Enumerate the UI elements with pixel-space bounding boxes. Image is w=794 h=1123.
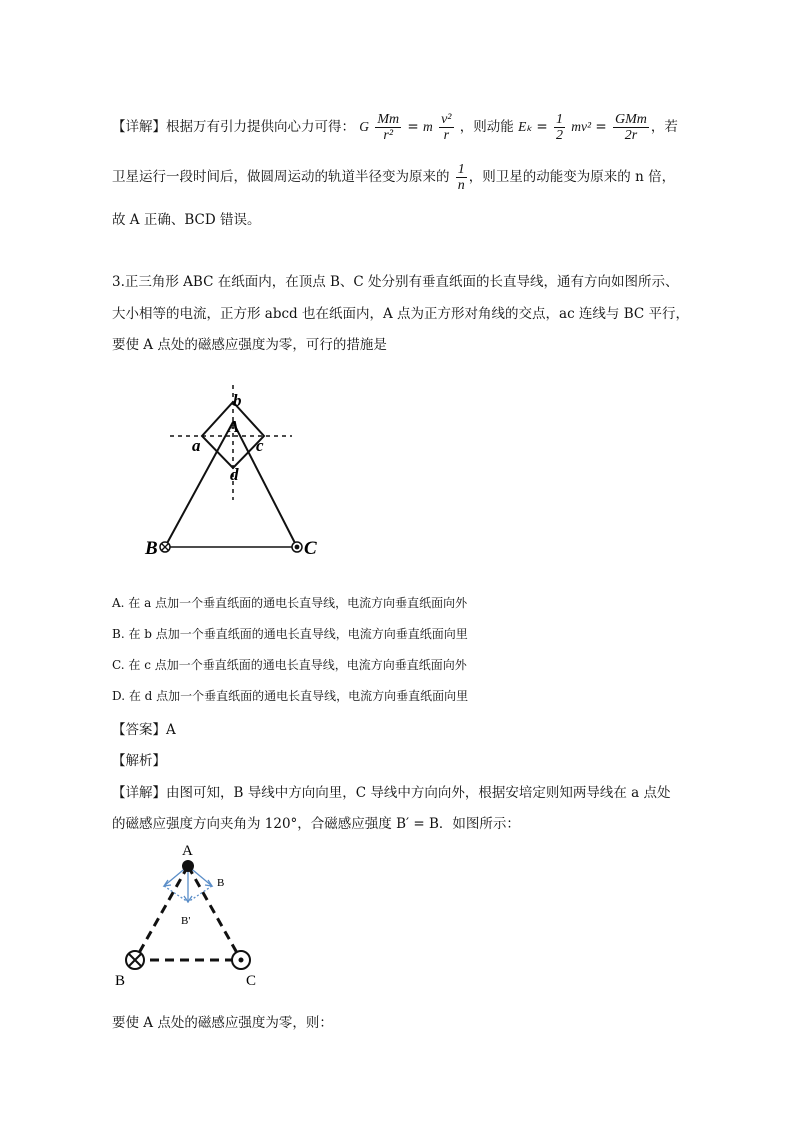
detail2-line-1: 【详解】由图可知，B 导线中方向向里，C 导线中方向向外，根据安培定则知两导线在 a 点处 xyxy=(112,785,671,801)
formula-m: m xyxy=(423,119,433,134)
detail2-line-2: 的磁感应强度方向夹角为 120°，合磁感应强度 B′ = B．如图所示： xyxy=(112,816,520,832)
analysis-label: 【解析】 xyxy=(112,753,166,769)
question-line-3: 要使 A 点处的磁感应强度为零，可行的措施是 xyxy=(112,337,387,353)
fraction-Mm-r2: $\frac{Mm}{\text{r²}}$ xyxy=(377,112,400,143)
label-B: B xyxy=(115,973,126,989)
wire-B-into-page-icon xyxy=(126,951,144,969)
formula-Ek: Eₖ xyxy=(518,119,533,134)
fraction-1-n: $\frac{1}{n}$ xyxy=(457,162,465,193)
label-B: B xyxy=(145,538,158,559)
label-b: b xyxy=(233,391,242,410)
detail-bracket: 【详解】 xyxy=(112,119,166,135)
label-C: C xyxy=(246,973,257,989)
triangle-sides xyxy=(165,422,297,547)
label-C: C xyxy=(304,538,317,559)
triangle-side-AB xyxy=(135,866,191,960)
figure-triangle-square xyxy=(140,380,340,565)
question-line-2: 大小相等的电流，正方形 abcd 也在纸面内，A 点为正方形对角线的交点，ac 连线与 BC 平行， xyxy=(112,306,689,322)
option-D: D. 在 d 点加一个垂直纸面的通电长直导线，电流方向垂直纸面向里 xyxy=(112,689,469,703)
detail-text: 根据万有引力提供向心力可得： xyxy=(166,119,355,135)
label-c: c xyxy=(256,436,264,455)
equals-sign-3: = xyxy=(595,119,607,135)
fraction-GMm-2r: $\frac{\text{GMm}}{2r}$ xyxy=(615,112,647,143)
label-d: d xyxy=(230,465,239,484)
equals-sign: = xyxy=(407,119,419,135)
label-B-vector: B xyxy=(217,877,225,889)
equals-sign-2: = xyxy=(536,119,548,135)
fraction-v2-r: $\frac{\text{v²}}{r}$ xyxy=(441,112,452,143)
wire-C-out-of-page-icon xyxy=(292,542,302,552)
detail-line-1 xyxy=(112,112,678,143)
detail-text-2a: 卫星运行一段时间后，做圆周运动的轨道半径变为原来的 xyxy=(112,169,450,185)
wire-B-into-page-icon xyxy=(160,542,170,552)
point-A-dot xyxy=(182,860,194,872)
formula-mv2: mv² xyxy=(571,119,592,134)
answer-label: 【答案】A xyxy=(112,722,176,738)
fraction-half: $\frac{1}{2}$ xyxy=(556,112,563,143)
detail-text-ek: ，则动能 xyxy=(459,119,514,135)
option-B: B. 在 b 点加一个垂直纸面的通电长直导线，电流方向垂直纸面向里 xyxy=(112,627,468,641)
formula-G: G xyxy=(359,119,370,134)
wire-C-out-of-page-icon xyxy=(232,951,250,969)
label-A: A xyxy=(182,843,193,859)
triangle-side-AC xyxy=(188,866,241,960)
detail-text-ruo: ，若 xyxy=(650,119,678,135)
label-B-prime: B' xyxy=(181,915,191,927)
question-line-1: 3.正三角形 ABC 在纸面内，在顶点 B、C 处分别有垂直纸面的长直导线，通有方向如图所示、 xyxy=(112,274,679,290)
option-C: C. 在 c 点加一个垂直纸面的通电长直导线，电流方向垂直纸面向外 xyxy=(112,658,467,672)
option-A: A. 在 a 点加一个垂直纸面的通电长直导线，电流方向垂直纸面向外 xyxy=(112,596,468,610)
final-line: 要使 A 点处的磁感应强度为零，则： xyxy=(112,1015,333,1031)
detail-line-3: 故 A 正确、BCD 错误。 xyxy=(112,212,261,228)
label-A: A xyxy=(228,417,240,436)
detail-line-2 xyxy=(112,162,675,193)
label-a: a xyxy=(192,436,201,455)
detail-text-2b: ，则卫星的动能变为原来的 n 倍， xyxy=(468,169,676,185)
figure-field-vectors xyxy=(110,840,280,990)
